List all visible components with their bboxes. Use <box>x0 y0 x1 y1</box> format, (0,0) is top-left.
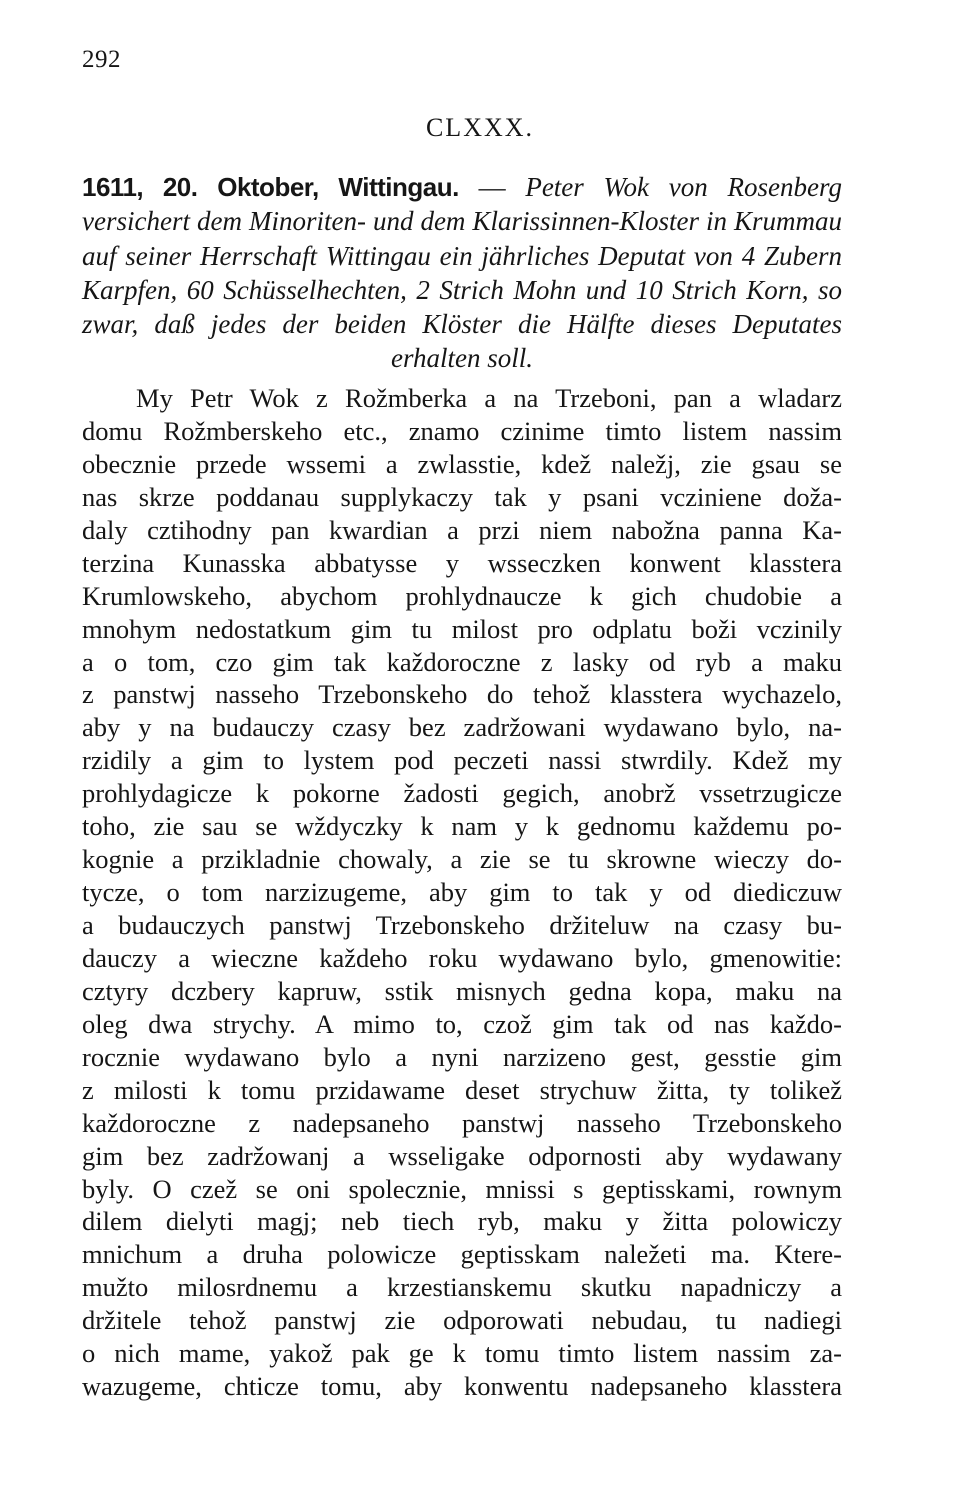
text-line: toho, zie sau se wždyczky k nam y k gednomu každemu po- <box>82 811 842 842</box>
text-line: mužto milosrdnemu a krzestianskemu skutku napadniczy a <box>82 1272 842 1303</box>
text-line: My Petr Wok z Rožmberka a na Trzeboni, pan a wladarz <box>136 383 842 413</box>
text-line: aby y na budauczy czasy bez zadržowani wydawano bylo, na- <box>82 712 842 743</box>
text-line: dauczy a wieczne každeho roku wydawano bylo, gmenowitie: <box>82 942 842 973</box>
text-line: z panstwj nasseho Trzebonskeho do tehož klasstera wychazelo, <box>82 679 842 710</box>
text-line: držitele tehož panstwj zie odporowati nebudau, tu nadiegi <box>82 1305 842 1336</box>
regest-summary: Peter Wok von Rosenberg versichert dem Minoriten- und dem Klarissinnen-Kloster in Krummau auf seiner Herrschaft Wittingau ein jährliches Deputat von 4 Zubern Karpfen, 60 Schüsselhechten, 2 Strich Mohn und 10 Strich Korn, so zwar, daß jedes der beiden Klöster die Hälfte dieses Deputates erhalten soll. <box>82 172 842 374</box>
text-line: domu Rožmberskeho etc., znamo czinime timto listem nassim <box>82 415 842 446</box>
text-line: z milosti k tomu przidawame deset strychuw žitta, ty tolikež <box>82 1074 842 1105</box>
text-line: oleg dwa strychy. A mimo to, czož gim tak od nas každo- <box>82 1008 842 1039</box>
text-line: byly. O czež se oni spolecznie, mnissi s geptisskami, rownym <box>82 1173 842 1204</box>
regest-date: 1611, 20. Oktober, Wittingau. <box>82 172 459 202</box>
text-line: a o tom, czo gim tak každoroczne z lasky od ryb a maku <box>82 646 842 677</box>
text-line: terzina Kunasska abbatysse y wsseczken konwent klasstera <box>82 547 842 578</box>
text-line: rzidily a gim to lystem pod peczeti nassi stwrdily. Kdež my <box>82 745 842 776</box>
text-line: a budauczych panstwj Trzebonskeho držiteluw na czasy bu- <box>82 910 842 940</box>
regest-heading <box>82 170 842 376</box>
text-line: daly cztihodny pan kwardian a przi niem nabožna panna Ka- <box>82 514 842 545</box>
text-line: mnohym nedostatkum gim tu milost pro odplatu boži vczinily <box>82 613 842 644</box>
text-line: rocznie wydawano bylo a nyni narzizeno gest, gesstie gim <box>82 1041 842 1072</box>
text-line: gim bez zadržowanj a wsseligake odpornosti aby wydawany <box>82 1140 842 1171</box>
text-line: cztyry dczbery kapruw, sstik misnych gedna kopa, maku na <box>82 975 842 1006</box>
page-number: 292 <box>82 46 121 73</box>
document-body <box>82 382 842 1403</box>
text-line: nas skrze poddanau supplykaczy tak y psani vcziniene doža- <box>82 481 842 512</box>
text-line: kognie a przikladnie chowaly, a zie se tu skrowne wieczy do- <box>82 844 842 875</box>
text-line: mnichum a druha polowicze geptisskam naležeti ma. Ktere- <box>82 1239 842 1270</box>
text-line: dilem dielyti magj; neb tiech ryb, maku y žitta polowiczy <box>82 1206 842 1237</box>
text-line: Krumlowskeho, abychom prohlydnaucze k gich chudobie a <box>82 580 842 611</box>
text-line: obecznie przede wssemi a zwlasstie, kdež naležj, zie gsau se <box>82 448 842 479</box>
text-line: tycze, o tom narzizugeme, aby gim to tak y od diediczuw <box>82 877 842 908</box>
text-line: prohlydagicze k pokorne žadosti gegich, anobrž vssetrzugicze <box>82 778 842 809</box>
text-line: wazugeme, chticze tomu, aby konwentu nadepsaneho klasstera <box>82 1371 842 1402</box>
text-line: o nich mame, yakož pak ge k tomu timto listem nassim za- <box>82 1338 842 1369</box>
text-line: každoroczne z nadepsaneho panstwj nasseho Trzebonskeho <box>82 1107 842 1138</box>
document-number: CLXXX. <box>425 113 535 142</box>
regest-dash: — <box>478 172 506 202</box>
